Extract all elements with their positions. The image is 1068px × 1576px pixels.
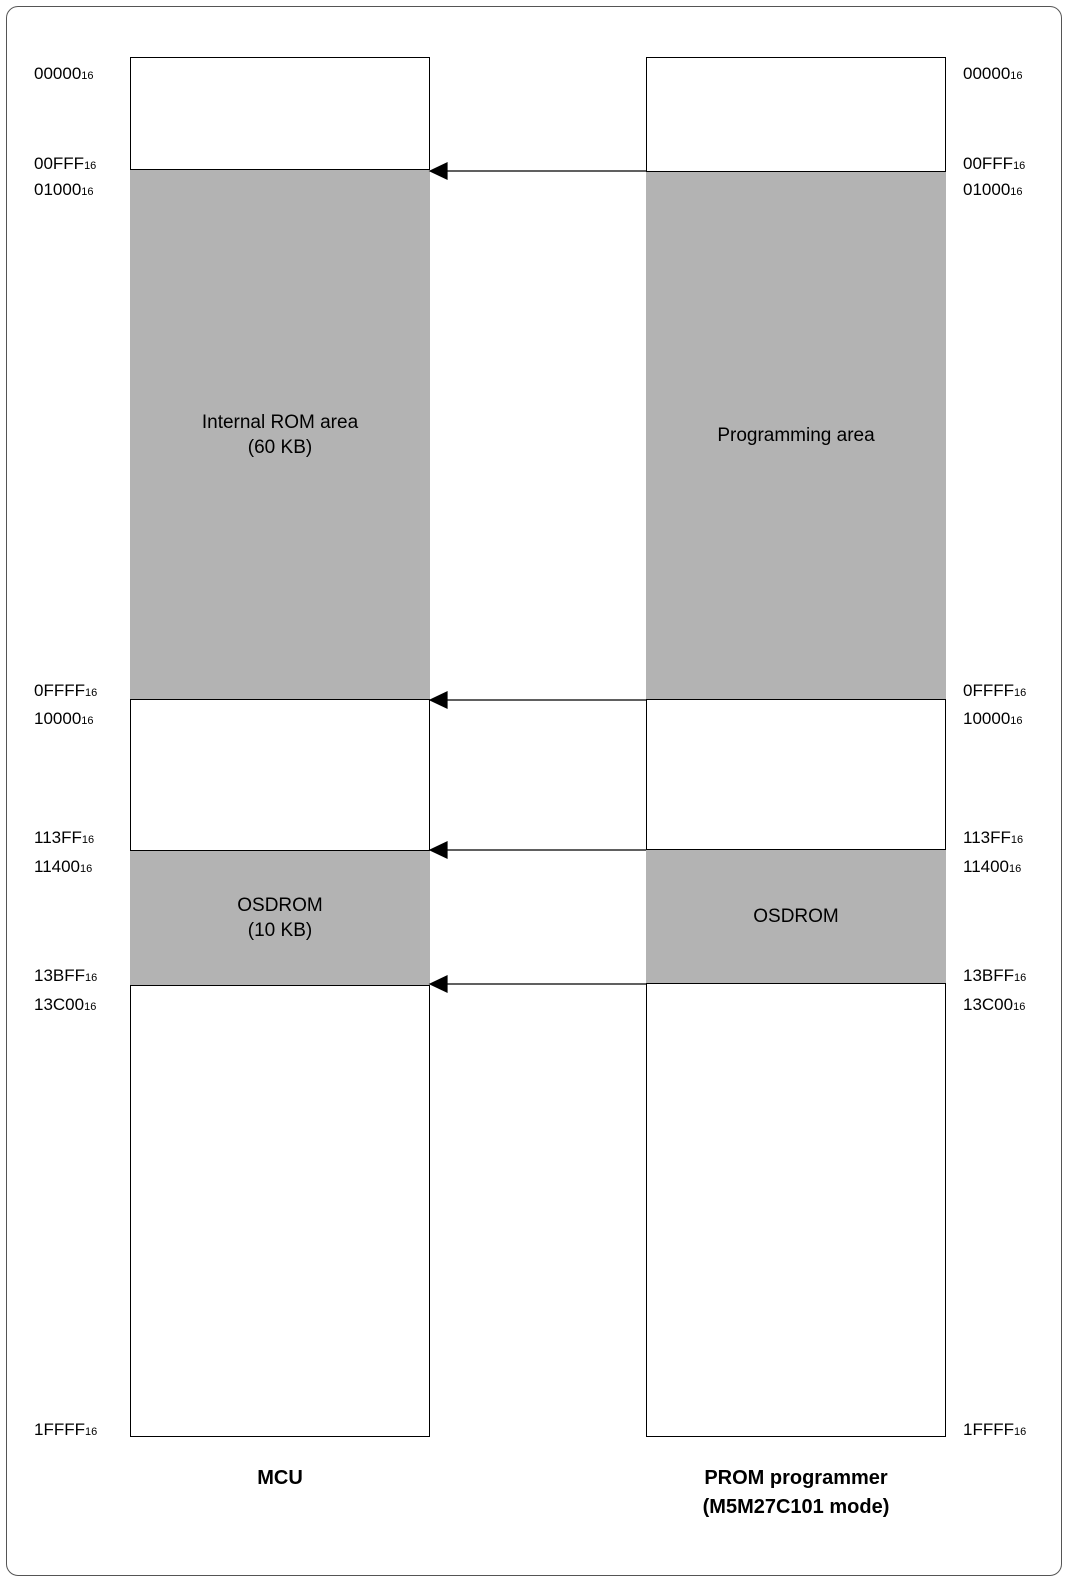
prom-address-11400: 1140016	[963, 857, 1022, 876]
mcu-address-00FFF: 00FFF16	[34, 154, 97, 173]
prom-address-1FFFF: 1FFFF16	[963, 1420, 1027, 1439]
prom-address-00FFF: 00FFF16	[963, 154, 1026, 173]
arrow-head-1	[430, 163, 447, 179]
mcu-address-1FFFF: 1FFFF16	[34, 1420, 98, 1439]
mcu-address-113FF: 113FF16	[34, 828, 95, 847]
mcu-address-13BFF: 13BFF16	[34, 966, 98, 985]
prom-caption: PROM programmer (M5M27C101 mode)	[702, 1467, 890, 1518]
mcu-caption: MCU	[257, 1467, 303, 1489]
prom-address-13BFF: 13BFF16	[963, 966, 1027, 985]
arrow-head-2	[430, 692, 447, 708]
prom-address-113FF: 113FF16	[963, 828, 1024, 847]
prom-address-00000: 0000016	[963, 64, 1023, 83]
prom-address-10000: 1000016	[963, 709, 1023, 728]
mcu-address-01000: 0100016	[34, 180, 94, 199]
mcu-address-0FFFF: 0FFFF16	[34, 681, 98, 700]
prom-osdrom-label: OSDROM	[753, 906, 839, 927]
mcu-osdrom-label: OSDROM (10 KB)	[237, 895, 323, 941]
mcu-address-11400: 1140016	[34, 857, 93, 876]
prom-address-01000: 0100016	[963, 180, 1023, 199]
mcu-address-13C00: 13C0016	[34, 995, 97, 1014]
mcu-internal-rom-label: Internal ROM area (60 KB)	[201, 411, 359, 458]
mcu-address-10000: 1000016	[34, 709, 94, 728]
prom-programming-label: Programming area	[717, 425, 875, 446]
arrow-head-4	[430, 976, 447, 992]
prom-address-0FFFF: 0FFFF16	[963, 681, 1027, 700]
mcu-address-00000: 0000016	[34, 64, 94, 83]
arrow-head-3	[430, 842, 447, 858]
prom-address-13C00: 13C0016	[963, 995, 1026, 1014]
